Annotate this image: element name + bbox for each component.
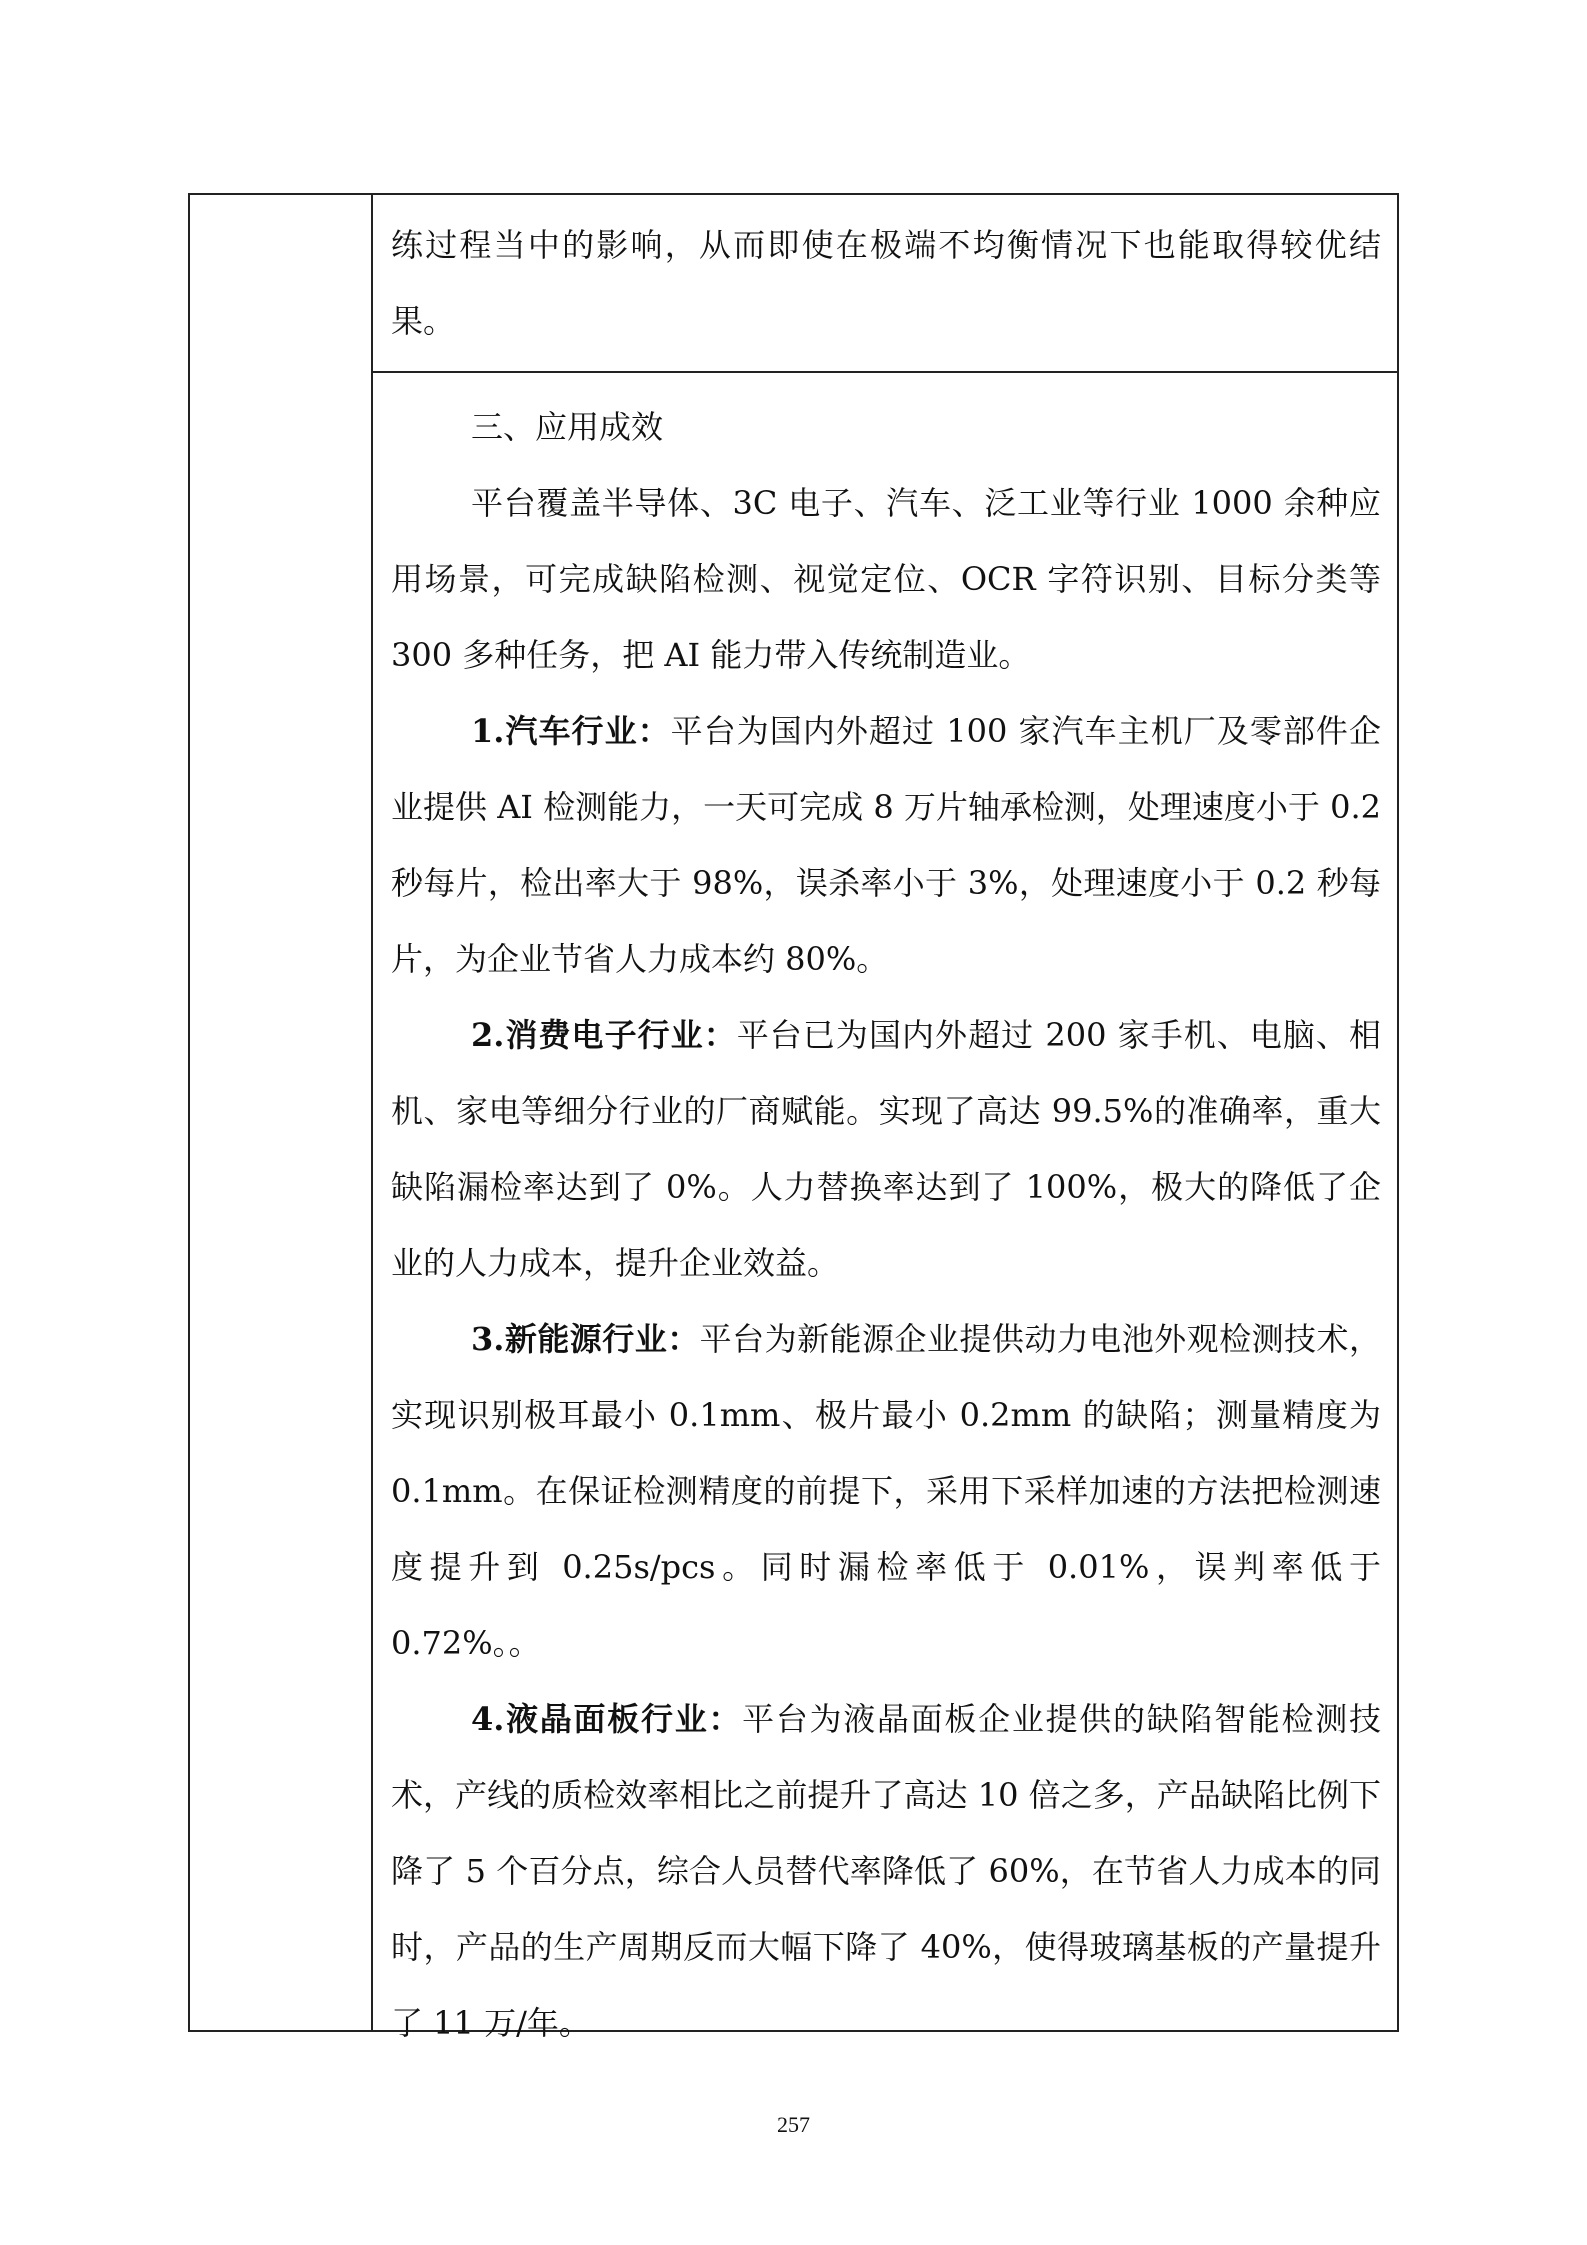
paragraph-consumer-electronics bbox=[391, 997, 1381, 1301]
paragraph-text: 平台为液晶面板企业提供的缺陷智能检测技术，产线的质检效率相比之前提升了高达 10 倍之多，产品缺陷比例下降了 5 个百分点，综合人员替代率降低了 60%，在节省人力成本的同时，产品的生产周期反而大幅下降了 40%，使得玻璃基板的产量提升了 11 万/年。 bbox=[391, 1700, 1381, 2042]
paragraph-label: 2.消费电子行业： bbox=[471, 1016, 737, 1054]
section-heading: 三、应用成效 bbox=[471, 408, 664, 446]
paragraph-text: 平台已为国内外超过 200 家手机、电脑、相机、家电等细分行业的厂商赋能。实现了高达 99.5%的准确率，重大缺陷漏检率达到了 0%。人力替换率达到了 100%，极大的降低了企业的人力成本，提升企业效益。 bbox=[391, 1016, 1381, 1282]
table-row-continuation bbox=[373, 195, 1397, 373]
continuation-text-block bbox=[391, 207, 1381, 359]
paragraph-label: 4.液晶面板行业： bbox=[471, 1700, 743, 1738]
paragraph-text: 平台为新能源企业提供动力电池外观检测技术，实现识别极耳最小 0.1mm、极片最小 0.2mm 的缺陷；测量精度为 0.1mm。在保证检测精度的前提下，采用下采样加速的方法把检测速度提升到 0.25s/pcs。同时漏检率低于 0.01%，误判率低于 0.72%。。 bbox=[391, 1320, 1381, 1662]
table-row-results bbox=[373, 373, 1397, 2042]
paragraph-automotive bbox=[391, 693, 1381, 997]
table-left-column bbox=[190, 195, 373, 2030]
page-number: 257 bbox=[777, 2112, 810, 2137]
continuation-paragraph: 练过程当中的影响，从而即使在极端不均衡情况下也能取得较优结果。 bbox=[391, 226, 1381, 340]
paragraph-text: 平台为国内外超过 100 家汽车主机厂及零部件企业提供 AI 检测能力，一天可完成 8 万片轴承检测，处理速度小于 0.2 秒每片，检出率大于 98%，误杀率小于 3%，处理速度小于 0.2 秒每片，为企业节省人力成本约 80%。 bbox=[391, 712, 1381, 978]
paragraph-lcd-panel bbox=[391, 1681, 1381, 2061]
intro-paragraph: 平台覆盖半导体、3C 电子、汽车、泛工业等行业 1000 余种应用场景，可完成缺陷检测、视觉定位、OCR 字符识别、目标分类等 300 多种任务，把 AI 能力带入传统制造业。 bbox=[391, 484, 1381, 674]
paragraph-label: 1.汽车行业： bbox=[471, 712, 671, 750]
content-table bbox=[188, 193, 1399, 2042]
paragraph-label: 3.新能源行业： bbox=[471, 1320, 700, 1358]
paragraph-new-energy bbox=[391, 1301, 1381, 1681]
results-text-block bbox=[391, 389, 1381, 2061]
